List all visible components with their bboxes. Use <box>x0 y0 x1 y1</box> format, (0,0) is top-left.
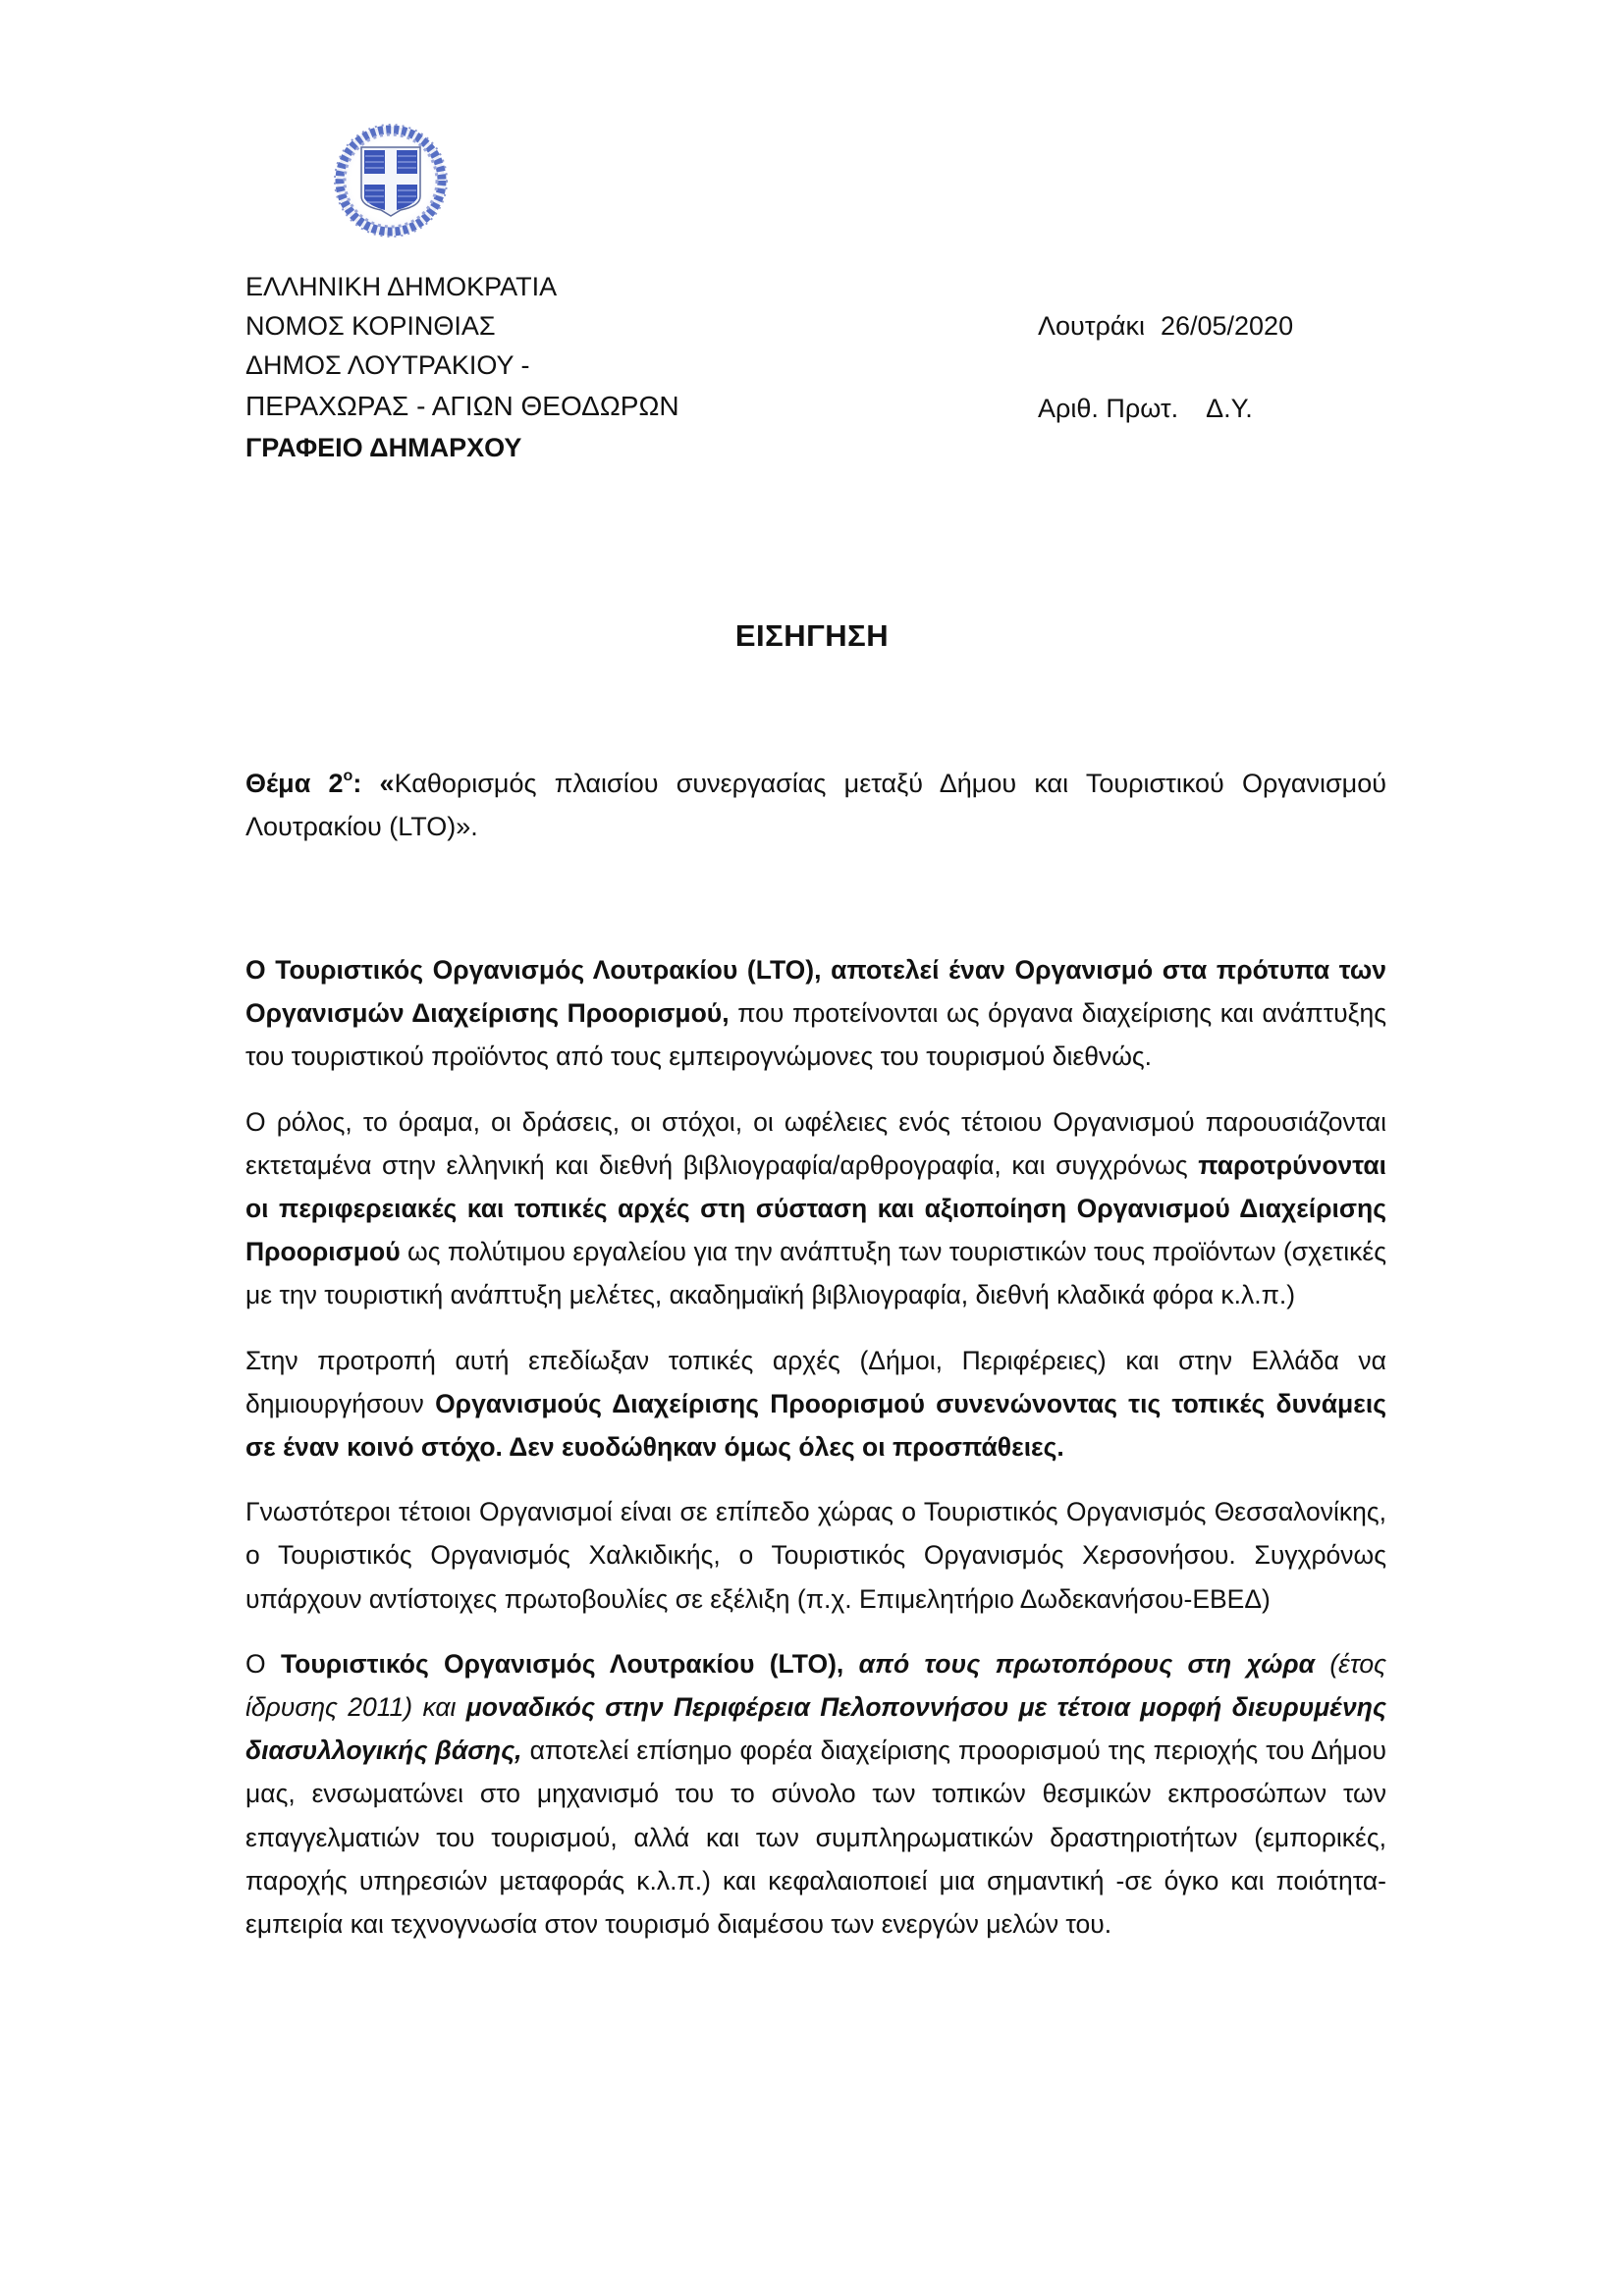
document-title: ΕΙΣΗΓΗΣΗ <box>734 618 890 653</box>
issuer-line-municipality: ΔΗΜΟΣ ΛΟΥΤΡΑΚΙΟΥ - <box>245 350 530 380</box>
issuer-block <box>245 267 679 467</box>
text-run: ως πολύτιμου εργαλείου για την ανάπτυξη των τουριστικών τους προϊόντων (σχετικές με την τουριστική ανάπτυξη μελέτες, ακαδημαϊκή βιβλιογραφία, διεθνή κλαδικά φόρα κ.λ.π.) <box>245 1237 1386 1310</box>
body-text <box>245 948 1386 1967</box>
paragraph <box>245 1339 1386 1469</box>
text-run: Οργανισμούς Διαχείρισης Προορισμού συνενώνοντας τις τοπικές δυνάμεις σε έναν κοινό στόχο. Δεν ευοδώθηκαν όμως όλες οι προσπάθειες. <box>245 1388 1386 1463</box>
text-run: Ο ρόλος, το όραμα, οι δράσεις, οι στόχοι, οι ωφέλειες ενός τέτοιου Οργανισμού παρουσιάζονται εκτεταμένα στην ελληνική και διεθνή βιβλιογραφία/αρθρογραφία, και συγχρόνως <box>245 1106 1386 1180</box>
paragraph <box>245 948 1386 1079</box>
subject-label-ordinal: ο <box>343 768 353 784</box>
document-date: 26/05/2020 <box>1160 311 1294 341</box>
text-run: που προτείνονται ως όργανα διαχείρισης και ανάπτυξης του τουριστικού προϊόντος από τους εμπειρογνώμονες του τουρισμού διεθνώς. <box>245 998 1386 1072</box>
paragraph <box>245 1642 1386 1946</box>
protocol-number: Δ.Υ. <box>1206 394 1253 423</box>
paragraph <box>245 1100 1386 1317</box>
issuer-line-municipality-cont: ΠΕΡΑΧΩΡΑΣ - ΑΓΙΩΝ ΘΕΟΔΩΡΩΝ <box>245 391 679 421</box>
subject-label-suffix: : « <box>352 769 395 798</box>
issuer-line-country: ΕΛΛΗΝΙΚΗ ΔΗΜΟΚΡΑΤΙΑ <box>245 272 558 301</box>
text-run: μοναδικός στην Περιφέρεια Πελοποννήσου με τέτοια μορφή διευρυμένης διασυλλογικής βάσης, <box>245 1692 1387 1766</box>
subject-label <box>245 769 395 798</box>
text-run: παροτρύνονται οι περιφερειακές και τοπικές αρχές στη σύσταση και αξιοποίηση Οργανισμού Διαχείρισης Προορισμού <box>245 1149 1386 1267</box>
subject-label-text: Θέμα 2 <box>245 769 344 798</box>
issuer-line-prefecture: ΝΟΜΟΣ ΚΟΡΙΝΘΙΑΣ <box>245 311 496 341</box>
text-run: Ο <box>245 1648 281 1679</box>
place: Λουτράκι <box>1038 311 1145 341</box>
protocol-line <box>1038 389 1293 428</box>
protocol-label: Αριθ. Πρωτ. <box>1038 394 1179 423</box>
subject-text: Καθορισμός πλαισίου συνεργασίας μεταξύ Δήμου και Τουριστικού Οργανισμού Λουτρακίου (LTO)». <box>245 769 1386 841</box>
paragraph <box>245 1490 1386 1621</box>
greek-coat-of-arms-icon <box>330 120 452 241</box>
text-run: αποτελεί επίσημο φορέα διαχείρισης προορισμού της περιοχής του Δήμου μας, ενσωματώνει στο μηχανισμό του το σύνολο των τοπικών θεσμικών εκπροσώπων των επαγγελματιών του τουρισμού, αλλά και των συμπληρωματικών δραστηριοτήτων (εμπορικές, παροχής υπηρεσιών μεταφοράς κ.λ.π.) και κεφαλαιοποιεί μια σημαντική -σε όγκο και ποιότητα- εμπειρία και τεχνογνωσία στον τουρισμό διαμέσου των ενεργών μελών του. <box>245 1735 1386 1940</box>
text-run: Γνωστότεροι τέτοιοι Οργανισμοί είναι σε επίπεδο χώρας ο Τουριστικός Οργανισμός Θεσσαλονίκης, ο Τουριστικός Οργανισμός Χαλκιδικής, ο Τουριστικός Οργανισμός Χερσονήσου. Συγχρόνως υπάρχουν αντίστοιχες πρωτοβουλίες σε εξέλιξη (π.χ. Επιμελητήριο Δωδεκανήσου-ΕΒΕΔ) <box>245 1497 1386 1614</box>
text-run: Τουριστικός Οργανισμός Λουτρακίου (LTO), <box>280 1648 844 1679</box>
text-run: Στην προτροπή αυτή επεδίωξαν τοπικές αρχές (Δήμοι, Περιφέρειες) και στην Ελλάδα να δημιουργήσουν <box>245 1345 1386 1418</box>
text-run: από τους πρωτοπόρους στη χώρα <box>858 1648 1316 1679</box>
text-run: (έτος ίδρυσης 2011) και <box>245 1648 1386 1723</box>
text-run <box>843 1649 858 1679</box>
subject-line <box>245 762 1386 848</box>
issuer-line-office: ΓΡΑΦΕΙΟ ΔΗΜΑΡΧΟΥ <box>245 433 522 462</box>
document-meta <box>1038 306 1293 428</box>
place-date-line <box>1038 306 1293 346</box>
text-run: Ο Τουριστικός Οργανισμός Λουτρακίου (LTO), αποτελεί έναν Οργανισμό στα πρότυπα των Οργανισμών Διαχείρισης Προορισμού, <box>245 955 1386 1029</box>
